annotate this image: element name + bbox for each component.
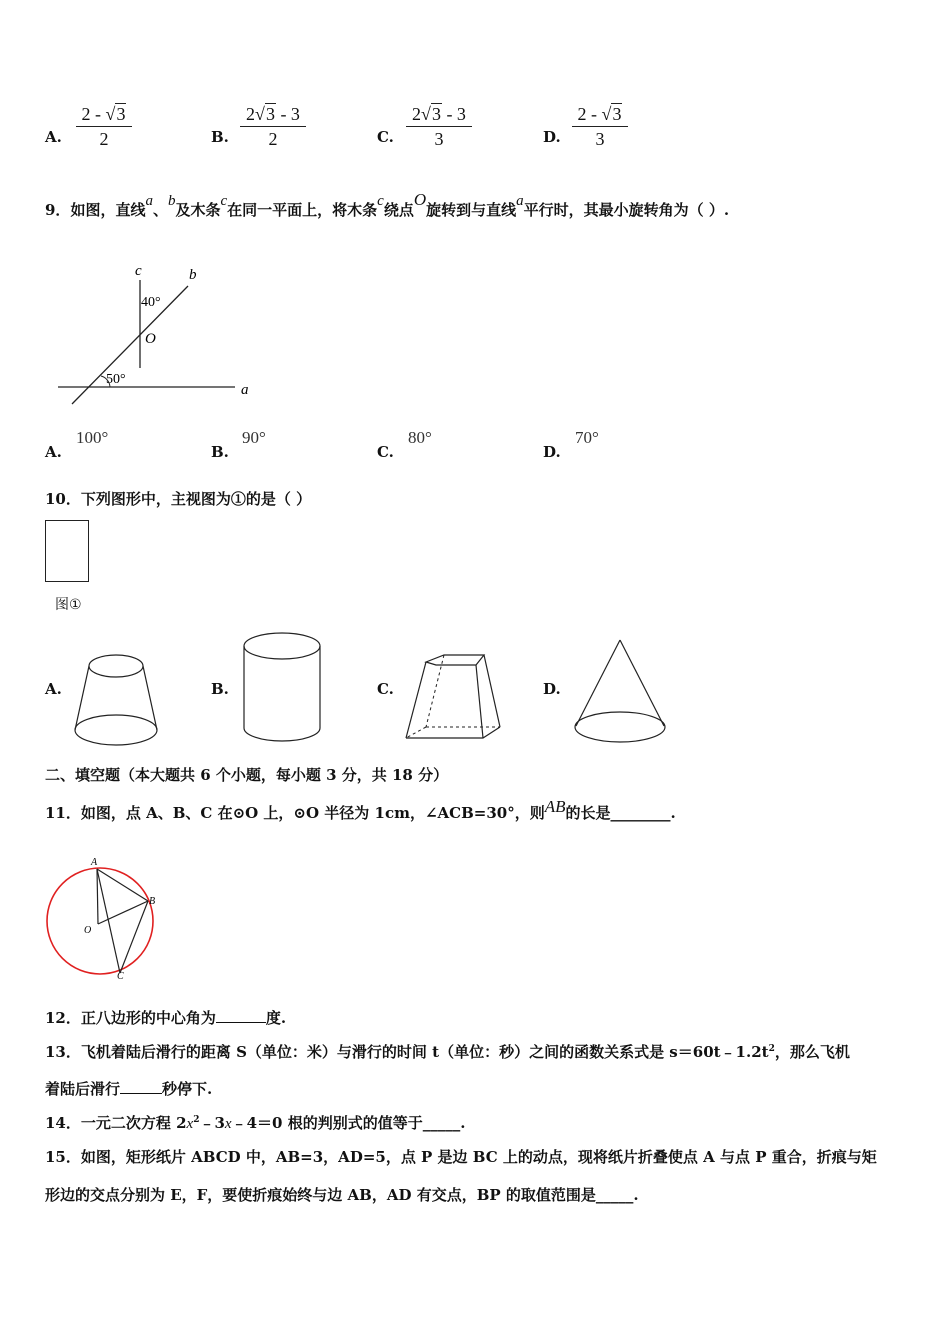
q10-figure-caption: 图① [55,597,82,613]
q15-line2: 形边的交点分别为 E，F，要使折痕始终与边 AB，AD 有交点，BP 的取值范围是_____. [45,1186,639,1204]
line-b [72,286,188,404]
q8-option-d-letter: D. [543,128,561,146]
q13-line1: 13．飞机着陆后滑行的距离 S（单位：米）与滑行的时间 t（单位：秒）之间的函数关系式是 $s=60t﹣1.2t^2$，那么飞机 [45,1043,850,1061]
q13-line2: 着陆后滑行 秒停下. [45,1080,213,1098]
q8-option-c-fraction: 2√3 - 3 3 [406,104,472,150]
q8-option-b-letter: B. [211,128,229,146]
q10-front-view-rectangle [45,520,89,582]
angle-label-40: 40° [141,295,161,310]
q15-line1: 15．如图，矩形纸片 ABCD 中，AB=3，AD=5，点 P 是边 BC 上的动点，现将纸片折叠使点 A 与点 P 重合，折痕与矩 [45,1148,877,1166]
q10-stem: 10．下列图形中，主视图为①的是（ ） [45,490,312,508]
q8-option-a-letter: A. [45,128,62,146]
q10-option-c-letter: C. [377,680,394,698]
point-C-label: C [117,971,124,982]
label-O: O [145,331,156,347]
q12-stem: 12．正八边形的中心角为 度. [45,1009,287,1027]
q10-option-b-cylinder-figure [238,628,326,746]
q8-option-c-letter: C. [377,128,394,146]
q10-option-d-letter: D. [543,680,561,698]
q8-option-b-fraction: 2√3 - 3 2 [240,104,306,150]
q10-option-d-cone-figure [570,636,670,746]
q9-option-a-letter: A. [45,443,62,461]
q9-figure [50,258,270,408]
label-a: a [241,382,249,398]
q10-option-c-frustum-prism-figure [402,650,502,744]
angle-label-50: 50° [106,372,126,387]
label-b: b [189,267,197,283]
section2-title: 二、填空题（本大题共 6 个小题，每小题 3 分，共 18 分） [45,766,449,784]
q9-stem: 9．如图，直线a、b及木条c在同一平面上，将木条c绕点O旋转到与直线a平行时，其最小旋转角为（ ）. [45,190,730,219]
point-B-label: B [149,896,156,907]
q9-option-c-letter: C. [377,443,394,461]
q9-option-c-value: 80° [408,428,432,447]
q9-option-d-letter: D. [543,443,561,461]
q8-option-d-fraction: 2 - √3 3 [572,104,628,150]
point-O-label: O [84,925,92,936]
q10-option-a-letter: A. [45,680,62,698]
label-c: c [135,263,142,279]
q10-option-b-letter: B. [211,680,229,698]
q11-stem: 11．如图，点 A、B、C 在⊙O 上，⊙O 半径为 1cm，∠ACB=30°，则AB的长是________. [45,797,676,822]
q11-circle-figure [42,852,162,982]
q9-option-b-letter: B. [211,443,229,461]
q9-option-d-value: 70° [575,428,599,447]
point-A-label: A [91,857,98,868]
q9-option-a-value: 100° [76,428,109,447]
q8-option-a-fraction: 2 - √3 2 [76,104,132,150]
q9-option-b-value: 90° [242,428,266,447]
q10-option-a-frustum-figure [70,648,162,750]
q14-stem: 14．一元二次方程 $2x^2﹣3x﹣4=0$ 根的判别式的值等于_____. [45,1114,466,1132]
